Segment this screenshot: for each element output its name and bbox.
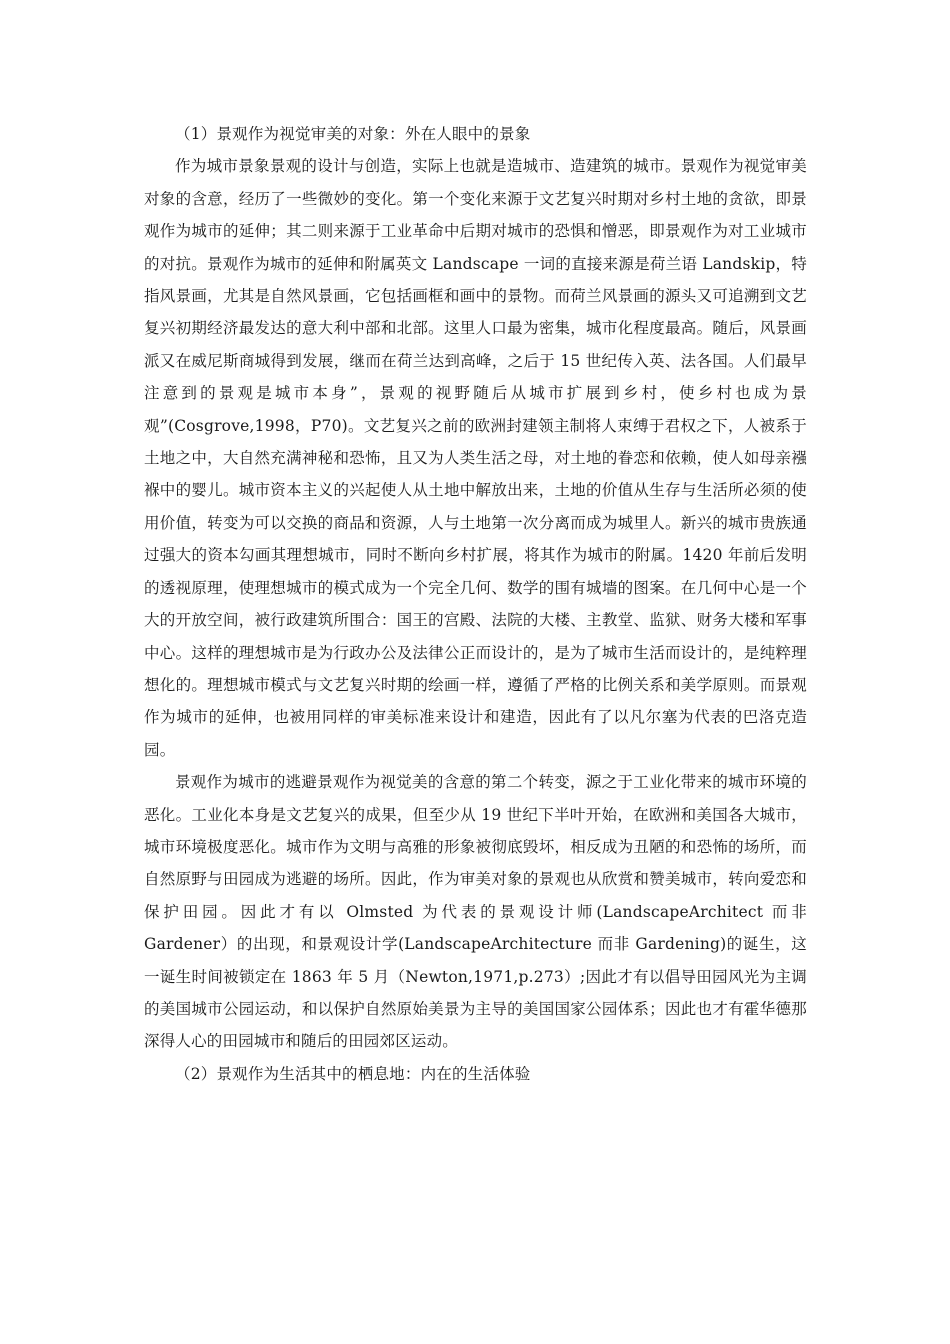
paragraph-2: 景观作为城市的逃避景观作为视觉美的含意的第二个转变，源之于工业化带来的城市环境的恶化。工业化本身是文艺复兴的成果，但至少从 19 世纪下半叶开始，在欧洲和美国各大城市，城市环境极度恶化。城市作为文明与高雅的形象被彻底毁坏，相反成为丑陋的和恐怖的场所，而自然原野与田园成为逃避的场所。因此，作为审美对象的景观也从欣赏和赞美城市，转向爱恋和保护田园。因此才有以 Olmsted 为代表的景观设计师(LandscapeArchitect 而非 Gardener）的出现，和景观设计学(LandscapeArchitecture 而非 Gardening)的诞生，这一诞生时间被锁定在 1863 年 5 月（Newton,1971,p.273）;因此才有以倡导田园风光为主调的美国城市公园运动，和以保护自然原始美景为主导的美国国家公园体系；因此也才有霍华德那深得人心的田园城市和随后的田园郊区运动。 [144, 773, 807, 1051]
document-body [144, 118, 807, 1090]
paragraph-1: 作为城市景象景观的设计与创造，实际上也就是造城市、造建筑的城市。景观作为视觉审美对象的含意，经历了一些微妙的变化。第一个变化来源于文艺复兴时期对乡村土地的贪欲，即景观作为城市的延伸；其二则来源于工业革命中后期对城市的恐惧和憎恶，即景观作为对工业城市的对抗。景观作为城市的延伸和附属英文 Landscape 一词的直接来源是荷兰语 Landskip，特指风景画，尤其是自然风景画，它包括画框和画中的景物。而荷兰风景画的源头又可追溯到文艺复兴初期经济最发达的意大利中部和北部。这里人口最为密集，城市化程度最高。随后，风景画派又在威尼斯商城得到发展，继而在荷兰达到高峰，之后于 15 世纪传入英、法各国。人们最早注意到的景观是城市本身”，景观的视野随后从城市扩展到乡村，使乡村也成为景观”(Cosgrove,1998，P70)。文艺复兴之前的欧洲封建领主制将人束缚于君权之下，人被系于土地之中，大自然充满神秘和恐怖，且又为人类生活之母，对土地的眷恋和依赖，使人如母亲襁褓中的婴儿。城市资本主义的兴起使人从土地中解放出来，土地的价值从生存与生活所必须的使用价值，转变为可以交换的商品和资源，人与土地第一次分离而成为城里人。新兴的城市贵族通过强大的资本勾画其理想城市，同时不断向乡村扩展，将其作为城市的附属。1420 年前后发明的透视原理，使理想城市的模式成为一个完全几何、数学的围有城墙的图案。在几何中心是一个大的开放空间，被行政建筑所围合：国王的宫殿、法院的大楼、主教堂、监狱、财务大楼和军事中心。这样的理想城市是为行政办公及法律公正而设计的，是为了城市生活而设计的，是纯粹理想化的。理想城市模式与文艺复兴时期的绘画一样，遵循了严格的比例关系和美学原则。而景观作为城市的延伸，也被用同样的审美标准来设计和建造，因此有了以凡尔塞为代表的巴洛克造园。 [144, 157, 807, 759]
section-heading-2: （2）景观作为生活其中的栖息地：内在的生活体验 [175, 1064, 531, 1083]
section-heading-1: （1）景观作为视觉审美的对象：外在人眼中的景象 [175, 125, 531, 143]
